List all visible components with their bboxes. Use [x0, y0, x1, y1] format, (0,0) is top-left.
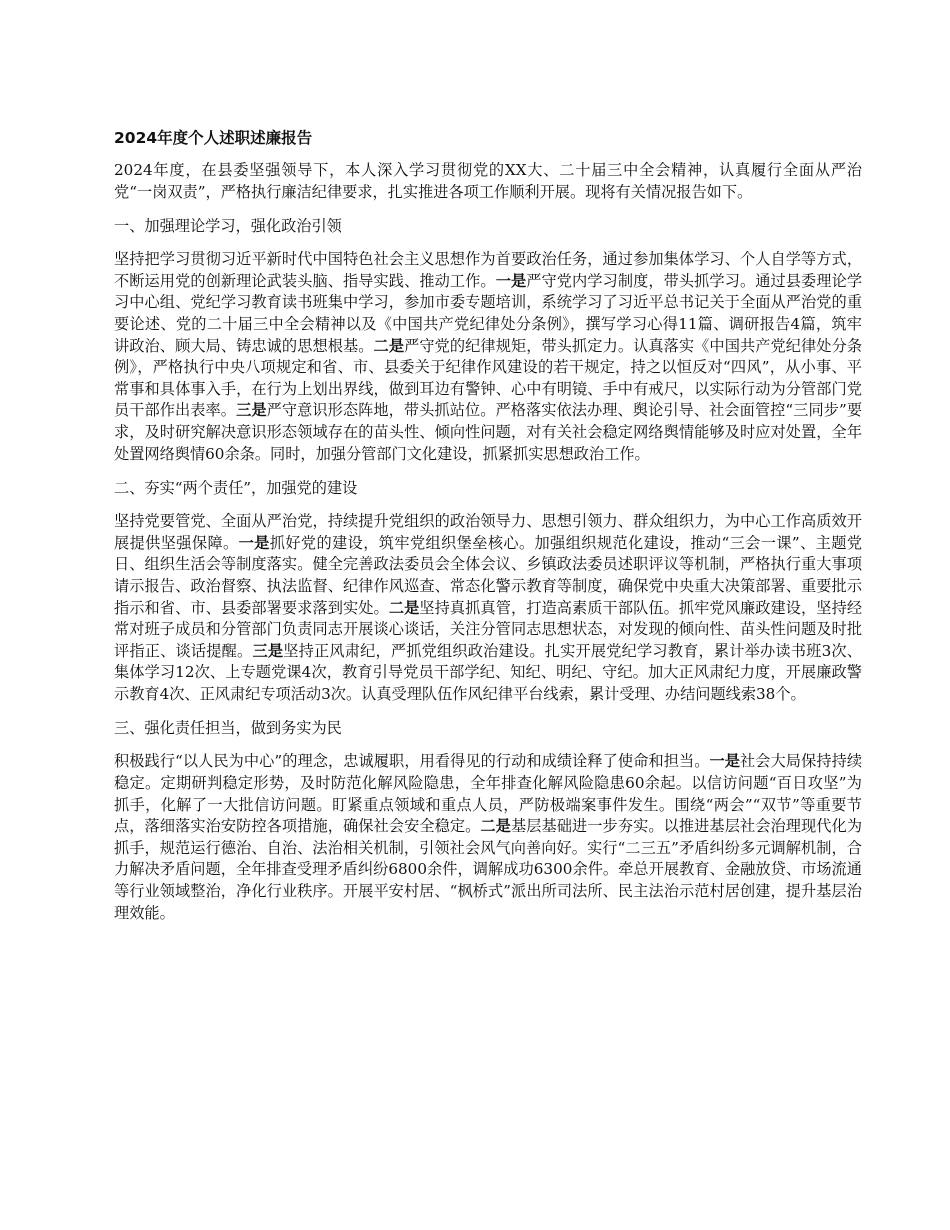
- section-2-point-3-label: 三是: [252, 641, 284, 660]
- section-1-point-1-label: 一是: [495, 271, 527, 290]
- section-2-point-3-text: 坚持正风肃纪，严抓党组织政治建设。扎实开展党纪学习教育，累计举办读书班3次、集体学习12次、上专题党课4次，教育引导党员干部学纪、知纪、明纪、守纪。加大正风肃纪力度，开展廉政警示教育4次、正风肃纪专项活动3次。认真受理队伍作风纪律平台线索，累计受理、办结问题线索38个。: [114, 641, 862, 703]
- section-2-lead: 坚持党要管党、全面从严治党，持续提升党组织的政治领导力、思想引领力、群众组织力，为中心工作高质效开展提供坚强保障。: [114, 512, 862, 552]
- section-2-point-1-label: 一是: [238, 533, 270, 552]
- section-2-point-2-text: 坚持真抓真管，打造高素质干部队伍。抓牢党风廉政建设，坚持经常对班子成员和分管部门负责同志开展谈心谈话，关注分管同志思想状态，对发现的倾向性、苗头性问题及时批评指正、谈话提醒。: [114, 598, 863, 660]
- section-2-point-2-label: 二是: [388, 598, 420, 617]
- section-body-3: [114, 751, 862, 924]
- section-3-point-2-text: 基层基础进一步夯实。以推进基层社会治理现代化为抓手，规范运行德治、自治、法治相关机制，引领社会风气向善向好。实行“二三五”矛盾纠纷多元调解机制，合力解决矛盾问题，全年排查受理矛盾纠纷6800余件，调解成功6300余件。牵总开展教育、金融放贷、市场流通等行业领域整治，净化行业秩序。开展平安村居、“枫桥式”派出所司法所、民主法治示范村居创建，提升基层治理效能。: [114, 817, 863, 922]
- document-title: 2024年度个人述职述廉报告: [114, 129, 313, 147]
- section-1-point-3-text: 严守意识形态阵地，带头抓站位。严格落实依法办理、舆论引导、社会面管控“三同步”要求，及时研究解决意识形态领域存在的苗头性、倾向性问题，对有关社会稳定网络舆情能够及时应对处置，全年处置网络舆情60余条。同时，加强分管部门文化建设，抓紧抓实思想政治工作。: [114, 401, 863, 463]
- section-3-point-1-text: 社会大局保持持续稳定。定期研判稳定形势，及时防范化解风险隐患，全年排查化解风险隐患60余起。以信访问题“百日攻坚”为抓手，化解了一大批信访问题。盯紧重点领域和重点人员，严防极端案事件发生。围绕“两会”“双节”等重要节点，落细落实治安防控各项措施，确保社会安全稳定。: [114, 752, 863, 836]
- section-body-2: [114, 511, 862, 705]
- section-1-point-3-label: 三是: [236, 401, 267, 420]
- section-3-point-1-label: 一是: [709, 752, 741, 771]
- section-1-lead: 坚持把学习贯彻习近平新时代中国特色社会主义思想作为首要政治任务，通过参加集体学习、个人自学等方式，不断运用党的创新理论武装头脑、指导实践、推动工作。: [114, 250, 862, 290]
- section-1-point-2-text: 严守党的纪律规矩，带头抓定力。认真落实《中国共产党纪律处分条例》，严格执行中央八项规定和省、市、县委关于纪律作风建设的若干规定，持之以恒反对“四风”，从小事、平常事和具体事入手，在行为上划出界线，做到耳边有警钟、心中有明镜、手中有戒尺，以实际行动为分管部门党员干部作出表率。: [114, 336, 863, 420]
- section-2-point-1-text: 抓好党的建设，筑牢党组织堡垒核心。加强组织规范化建设，推动“三会一课”、主题党日、组织生活会等制度落实。健全完善政法委员会全体会议、乡镇政法委员述职评议等机制，严格执行重大事项请示报告、政治督察、执法监督、纪律作风巡查、常态化警示教育等制度，确保党中央重大决策部署、重要批示指示和省、市、县委部署要求落到实处。: [114, 533, 863, 617]
- section-heading-1: 一、加强理论学习，强化政治引领: [114, 217, 342, 236]
- section-body-1: [114, 249, 862, 465]
- document-page: [114, 126, 862, 936]
- section-3-point-2-label: 二是: [480, 817, 511, 836]
- section-1-point-1-text: 严守党内学习制度，带头抓学习。通过县委理论学习中心组、党纪学习教育读书班集中学习，参加市委专题培训，系统学习了习近平总书记关于全面从严治党的重要论述、党的二十届三中全会精神以及《中国共产党纪律处分条例》，撰写学习心得11篇、调研报告4篇，筑牢讲政治、顾大局、铸忠诚的思想根基。: [114, 271, 863, 355]
- section-1-point-2-label: 二是: [373, 336, 405, 355]
- intro-paragraph: 2024年度，在县委坚强领导下，本人深入学习贯彻党的XX大、二十届三中全会精神，认真履行全面从严治党“一岗双责”，严格执行廉洁纪律要求，扎实推进各项工作顺利开展。现将有关情况报告如下。: [114, 161, 862, 201]
- section-heading-2: 二、夯实“两个责任”，加强党的建设: [114, 479, 358, 498]
- section-3-lead: 积极践行“以人民为中心”的理念，忠诚履职，用看得见的行动和成绩诠释了使命和担当。: [114, 752, 710, 771]
- section-heading-3: 三、强化责任担当，做到务实为民: [114, 719, 342, 738]
